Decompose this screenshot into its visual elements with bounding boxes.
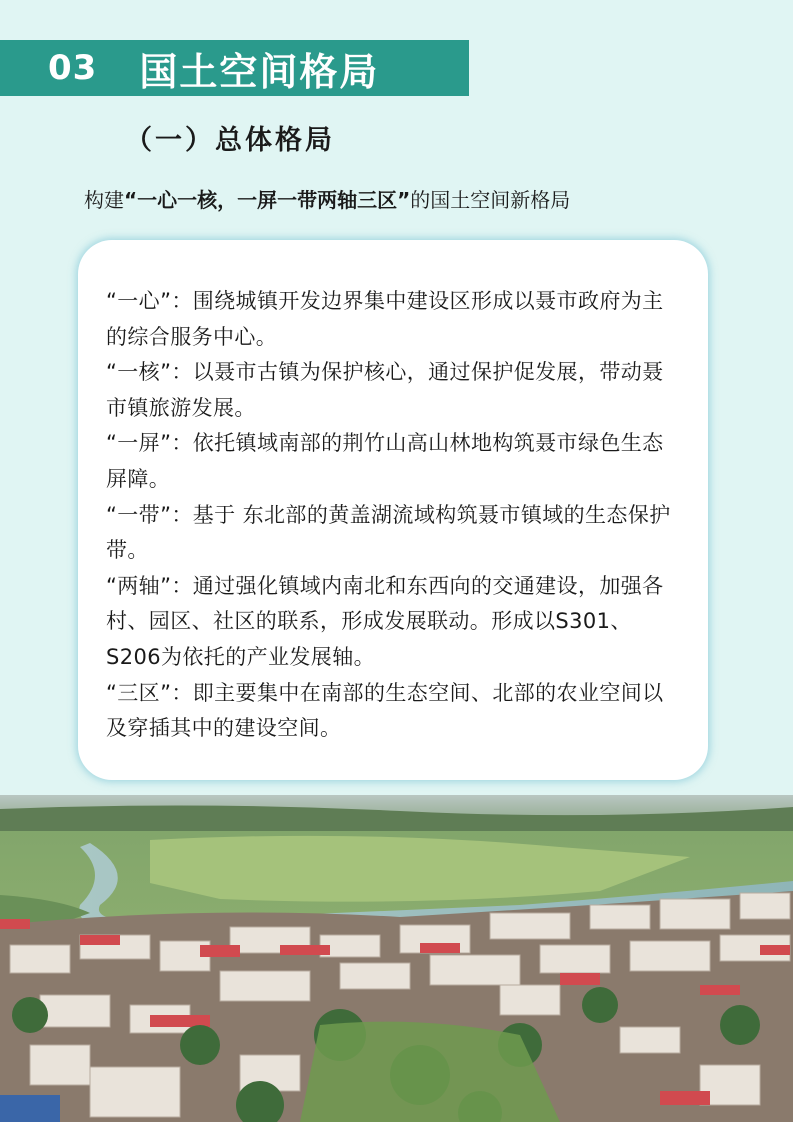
- pattern-item-text: ：依托镇域南部的荆竹山高山林地构筑聂市绿色生态屏障。: [106, 431, 664, 491]
- pattern-item-text: ：基于 东北部的黄盖湖流域构筑聂市镇域的生态保护带。: [106, 502, 671, 563]
- pattern-description-card: [78, 240, 708, 780]
- aerial-town-photo: [0, 795, 793, 1122]
- pattern-item-label: “三区”: [106, 680, 172, 705]
- pattern-item: [106, 355, 684, 426]
- pattern-item: [106, 284, 684, 355]
- section-title: 国土空间格局: [139, 49, 380, 94]
- pattern-item-label: “一带”: [106, 502, 172, 527]
- subsection-title: （一）总体格局: [125, 125, 335, 156]
- pattern-item: [106, 676, 684, 747]
- pattern-item-label: “一心”: [106, 289, 172, 313]
- pattern-item: [106, 426, 684, 497]
- pattern-item-text: ：以聂市古镇为保护核心，通过保护促发展，带动聂市镇旅游发展。: [106, 360, 664, 420]
- pattern-item: [106, 498, 684, 569]
- pattern-item-label: “一屏”: [106, 431, 172, 456]
- pattern-item-label: “一核”: [106, 360, 172, 385]
- aerial-town-illustration: [0, 795, 793, 1122]
- pattern-item-text: ：通过强化镇域内南北和东西向的交通建设，加强各村、园区、社区的联系，形成发展联动。形成以S301、S206为依托的产业发展轴。: [106, 573, 664, 669]
- intro-highlight: “一心一核，一屏一带两轴三区”: [124, 188, 411, 212]
- pattern-item-text: ：即主要集中在南部的生态空间、北部的农业空间以及穿插其中的建设空间。: [106, 680, 664, 741]
- intro-prefix: 构建: [84, 188, 124, 212]
- section-number: 03: [48, 48, 98, 88]
- section-banner: [0, 40, 469, 96]
- intro-line: [84, 184, 570, 213]
- pattern-item: [106, 569, 684, 676]
- intro-suffix: 的国土空间新格局: [410, 188, 571, 212]
- pattern-item-label: “两轴”: [106, 573, 172, 598]
- pattern-item-text: ：围绕城镇开发边界集中建设区形成以聂市政府为主的综合服务中心。: [106, 289, 664, 349]
